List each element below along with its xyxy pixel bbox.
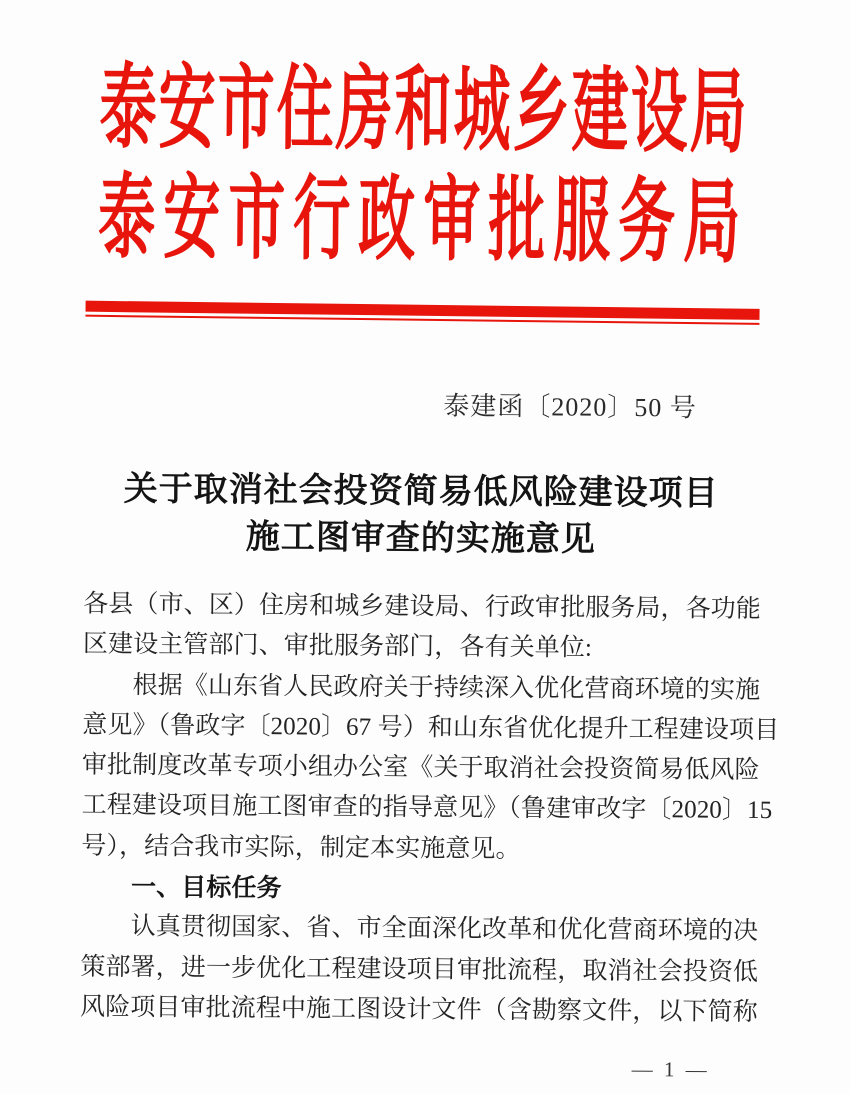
paragraph-2-line: 认真贯彻国家、省、市全面深化改革和优化营商环境的决 [130,913,759,946]
paragraph-1-line: 审批制度改革专项小组办公室《关于取消社会投资简易低风险 [81,751,760,785]
salutation-line: 区建设主管部门、审批服务部门，各有关单位: [82,630,593,662]
paragraph-2-line: 风险项目审批流程中施工图设计文件（含勘察文件，以下简称 [79,993,758,1026]
salutation-line: 各县（市、区）住房和城乡建设局、行政审批服务局，各功能 [83,590,762,623]
letterhead-org-name-1-text: 泰安市住房和城乡建设局 [99,57,750,166]
document-body [79,585,780,1034]
letterhead-org-name-2-text: 泰安市行政审批服务局 [97,167,749,276]
red-divider-line [85,301,759,325]
document-title-line-1: 关于取消社会投资简易低风险建设项目 [123,470,719,513]
page-number: — 1 — [631,1056,710,1082]
paragraph-1-line: 工程建设项目施工图审查的指导意见》（鲁建审改字〔2020〕15 [81,792,773,825]
paragraph-1-line: 号），结合我市实际，制定本实施意见。 [81,832,521,863]
letterhead-org-name-2 [0,167,849,289]
section-1-heading: 一、目标任务 [130,873,282,903]
document-title-line-2: 施工图审查的实施意见 [245,518,596,559]
letterhead [0,0,850,289]
paragraph-2-line: 策部署，进一步优化工程建设项目审批流程，取消社会投资低 [80,953,759,986]
document-title [0,465,846,566]
letterhead-org-name-1 [0,57,849,179]
document-number: 泰建函〔2020〕50 号 [443,391,697,423]
paragraph-1-line: 意见》（鲁政字〔2020〕67 号）和山东省优化提升工程建设项目 [82,711,780,745]
paragraph-1-line: 根据《山东省人民政府关于持续深入优化营商环境的实施 [132,671,761,704]
